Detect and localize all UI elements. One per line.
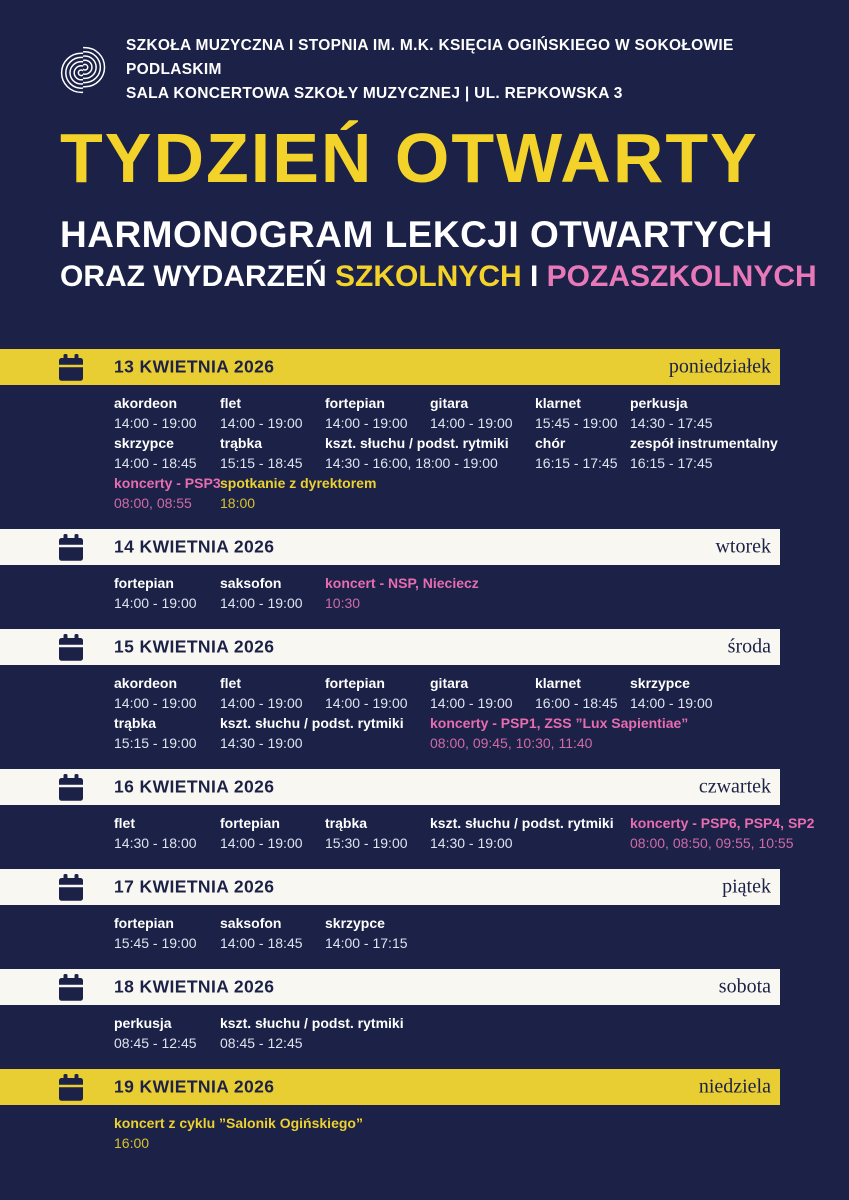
schedule-row: [114, 675, 849, 711]
schedule-entry: [220, 815, 325, 851]
entry-label: perkusja: [114, 1015, 172, 1031]
schedule-row: [114, 1015, 849, 1051]
schedule-entry: [114, 815, 220, 851]
entry-label: flet: [220, 395, 241, 411]
entry-label: koncert z cyklu ”Salonik Ogińskiego”: [114, 1115, 363, 1131]
day-section: [0, 529, 849, 611]
entry-time: 08:00, 09:45, 10:30, 11:40: [430, 735, 593, 751]
day-section: [0, 869, 849, 951]
day-section: [0, 969, 849, 1051]
day-section: [0, 1069, 849, 1151]
schedule-entry: [630, 675, 849, 711]
schedule-entry: [220, 715, 430, 751]
entry-label: kszt. słuchu / podst. rytmiki: [220, 715, 404, 731]
entry-time: 15:45 - 19:00: [114, 935, 197, 951]
entry-label: flet: [114, 815, 135, 831]
day-content: [0, 805, 849, 851]
page-title: TYDZIEŃ OTWARTY: [60, 119, 759, 197]
day-content: [0, 565, 849, 611]
subtitle2-szkolnych: SZKOLNYCH: [334, 260, 522, 293]
subtitle2-i: I: [521, 260, 547, 293]
schedule-entry: [430, 395, 535, 431]
schedule-entry: [114, 1115, 430, 1151]
schedule-entry: [325, 575, 630, 611]
schedule-entry: [325, 395, 430, 431]
schedule-entry: [325, 435, 535, 471]
entry-time: 14:30 - 19:00: [430, 835, 513, 851]
day-content: [0, 665, 849, 751]
schedule-entry: [630, 435, 849, 471]
schedule-entry: [220, 395, 325, 431]
entry-time: 14:00 - 18:45: [114, 455, 197, 471]
entry-label: koncerty - PSP3: [114, 475, 221, 491]
schedule-entry: [325, 675, 430, 711]
schedule-row: [114, 395, 849, 431]
subtitle-line2: [60, 261, 849, 293]
venue-address: SALA KONCERTOWA SZKOŁY MUZYCZNEJ | UL. REPKOWSKA 3: [126, 85, 623, 102]
entry-time: 14:30 - 16:00, 18:00 - 19:00: [325, 455, 498, 471]
entry-label: kszt. słuchu / podst. rytmiki: [220, 1015, 404, 1031]
day-date: 17 KWIETNIA 2026: [114, 876, 275, 897]
day-date: 16 KWIETNIA 2026: [114, 776, 275, 797]
entry-label: trąbka: [114, 715, 157, 731]
day-content: [0, 1105, 849, 1151]
entry-label: gitara: [430, 395, 469, 411]
schedule-entry: [220, 475, 430, 511]
entry-time: 14:00 - 19:00: [220, 595, 303, 611]
schedule-entry: [114, 435, 220, 471]
schedule-entry: [220, 915, 325, 951]
day-date: 15 KWIETNIA 2026: [114, 636, 275, 657]
entry-time: 14:00 - 19:00: [114, 595, 197, 611]
entry-time: 14:00 - 19:00: [220, 835, 303, 851]
entry-label: akordeon: [114, 675, 178, 691]
calendar-icon: [59, 774, 83, 801]
entry-time: 16:15 - 17:45: [630, 455, 713, 471]
schedule-row: [114, 475, 849, 511]
day-banner: [0, 769, 780, 805]
day-content: [0, 385, 849, 511]
entry-time: 08:45 - 12:45: [220, 1035, 303, 1051]
schedule-entry: [535, 435, 630, 471]
entry-label: trąbka: [325, 815, 368, 831]
entry-label: klarnet: [535, 395, 581, 411]
entry-label: skrzypce: [114, 435, 174, 451]
entry-time: 08:45 - 12:45: [114, 1035, 197, 1051]
schedule-row: [114, 435, 849, 471]
calendar-icon: [59, 1074, 83, 1101]
subtitle2-pozaszkolnych: POZASZKOLNYCH: [546, 260, 817, 293]
entry-label: zespół instrumentalny: [630, 435, 778, 451]
schedule-row: [114, 575, 849, 611]
entry-label: fortepian: [325, 675, 385, 691]
entry-label: flet: [220, 675, 241, 691]
day-banner: [0, 349, 780, 385]
entry-time: 14:30 - 19:00: [220, 735, 303, 751]
entry-label: fortepian: [114, 915, 174, 931]
entry-time: 15:30 - 19:00: [325, 835, 408, 851]
day-date: 14 KWIETNIA 2026: [114, 536, 275, 557]
entry-time: 14:00 - 19:00: [325, 415, 408, 431]
calendar-icon: [59, 974, 83, 1001]
days: [0, 349, 849, 1151]
entry-time: 14:00 - 19:00: [430, 695, 513, 711]
calendar-icon: [59, 874, 83, 901]
entry-time: 15:15 - 19:00: [114, 735, 197, 751]
day-weekday: sobota: [718, 975, 771, 998]
day-weekday: niedziela: [698, 1075, 771, 1098]
entry-time: 14:00 - 19:00: [114, 415, 197, 431]
entry-time: 14:30 - 18:00: [114, 835, 197, 851]
entry-label: akordeon: [114, 395, 178, 411]
subtitle-line1: HARMONOGRAM LEKCJI OTWARTYCH: [60, 214, 773, 255]
schedule-entry: [325, 915, 430, 951]
day-weekday: poniedziałek: [668, 355, 771, 378]
entry-time: 15:15 - 18:45: [220, 455, 303, 471]
day-date: 13 KWIETNIA 2026: [114, 356, 275, 377]
schedule-entry: [114, 675, 220, 711]
entry-label: perkusja: [630, 395, 688, 411]
entry-label: kszt. słuchu / podst. rytmiki: [325, 435, 509, 451]
schedule-row: [114, 815, 849, 851]
school-name: SZKOŁA MUZYCZNA I STOPNIA IM. M.K. KSIĘCIA OGIŃSKIEGO W SOKOŁOWIE PODLASKIM: [126, 37, 734, 78]
schedule-entry: [325, 815, 430, 851]
schedule-entry: [114, 1015, 220, 1051]
schedule-entry: [114, 395, 220, 431]
entry-label: fortepian: [325, 395, 385, 411]
schedule-row: [114, 715, 849, 751]
day-weekday: wtorek: [715, 535, 771, 558]
entry-label: koncert - NSP, Nieciecz: [325, 575, 479, 591]
calendar-icon: [59, 534, 83, 561]
entry-time: 14:00 - 19:00: [430, 415, 513, 431]
schedule-row: [114, 1115, 849, 1151]
schedule-entry: [430, 675, 535, 711]
entry-label: spotkanie z dyrektorem: [220, 475, 377, 491]
entry-time: 14:00 - 19:00: [220, 695, 303, 711]
day-section: [0, 629, 849, 751]
entry-label: chór: [535, 435, 566, 451]
entry-label: gitara: [430, 675, 469, 691]
entry-label: saksofon: [220, 575, 282, 591]
entry-label: klarnet: [535, 675, 581, 691]
entry-time: 14:00 - 19:00: [114, 695, 197, 711]
entry-time: 10:30: [325, 595, 361, 611]
entry-time: 16:00 - 18:45: [535, 695, 618, 711]
entry-time: 08:00, 08:50, 09:55, 10:55: [630, 835, 794, 851]
schedule-entry: [220, 1015, 430, 1051]
day-banner: [0, 629, 780, 665]
entry-time: 14:00 - 19:00: [325, 695, 408, 711]
schedule-entry: [630, 395, 849, 431]
entry-label: fortepian: [114, 575, 174, 591]
day-content: [0, 905, 849, 951]
entry-time: 16:00: [114, 1135, 150, 1151]
schedule-entry: [220, 575, 325, 611]
entry-label: saksofon: [220, 915, 282, 931]
day-banner: [0, 1069, 780, 1105]
schedule-entry: [220, 435, 325, 471]
entry-label: skrzypce: [325, 915, 385, 931]
schedule-entry: [430, 715, 849, 751]
calendar-icon: [59, 354, 83, 381]
day-banner: [0, 529, 780, 565]
entry-time: 15:45 - 19:00: [535, 415, 618, 431]
entry-label: kszt. słuchu / podst. rytmiki: [430, 815, 614, 831]
entry-label: skrzypce: [630, 675, 690, 691]
schedule-entry: [535, 675, 630, 711]
schedule-entry: [535, 395, 630, 431]
day-weekday: czwartek: [698, 775, 771, 798]
day-content: [0, 1005, 849, 1051]
header: [0, 0, 849, 106]
schedule-entry: [630, 815, 849, 851]
entry-time: 14:00 - 19:00: [220, 415, 303, 431]
day-date: 19 KWIETNIA 2026: [114, 1076, 275, 1097]
day-section: [0, 769, 849, 851]
calendar-icon: [59, 634, 83, 661]
entry-label: koncerty - PSP1, ZSS ”Lux Sapientiae”: [430, 715, 689, 731]
entry-time: 08:00, 08:55: [114, 495, 192, 511]
entry-time: 14:00 - 17:15: [325, 935, 408, 951]
entry-time: 14:00 - 18:45: [220, 935, 303, 951]
day-date: 18 KWIETNIA 2026: [114, 976, 275, 997]
day-banner: [0, 869, 780, 905]
schedule-entry: [114, 715, 220, 751]
schedule-entry: [430, 815, 630, 851]
subtitle2-prefix: ORAZ WYDARZEŃ: [60, 260, 335, 293]
schedule-entry: [114, 475, 220, 511]
entry-time: 18:00: [220, 495, 256, 511]
entry-time: 14:00 - 19:00: [630, 695, 713, 711]
entry-label: fortepian: [220, 815, 280, 831]
schedule-row: [114, 915, 849, 951]
day-weekday: piątek: [722, 875, 771, 898]
brand-text: [126, 34, 809, 106]
entry-label: trąbka: [220, 435, 263, 451]
schedule-entry: [220, 675, 325, 711]
day-banner: [0, 969, 780, 1005]
school-logo-icon: [56, 42, 112, 98]
schedule-entry: [114, 915, 220, 951]
entry-time: 16:15 - 17:45: [535, 455, 618, 471]
day-weekday: środa: [727, 635, 771, 658]
schedule-entry: [114, 575, 220, 611]
day-section: [0, 349, 849, 511]
entry-label: koncerty - PSP6, PSP4, SP2: [630, 815, 815, 831]
entry-time: 14:30 - 17:45: [630, 415, 713, 431]
